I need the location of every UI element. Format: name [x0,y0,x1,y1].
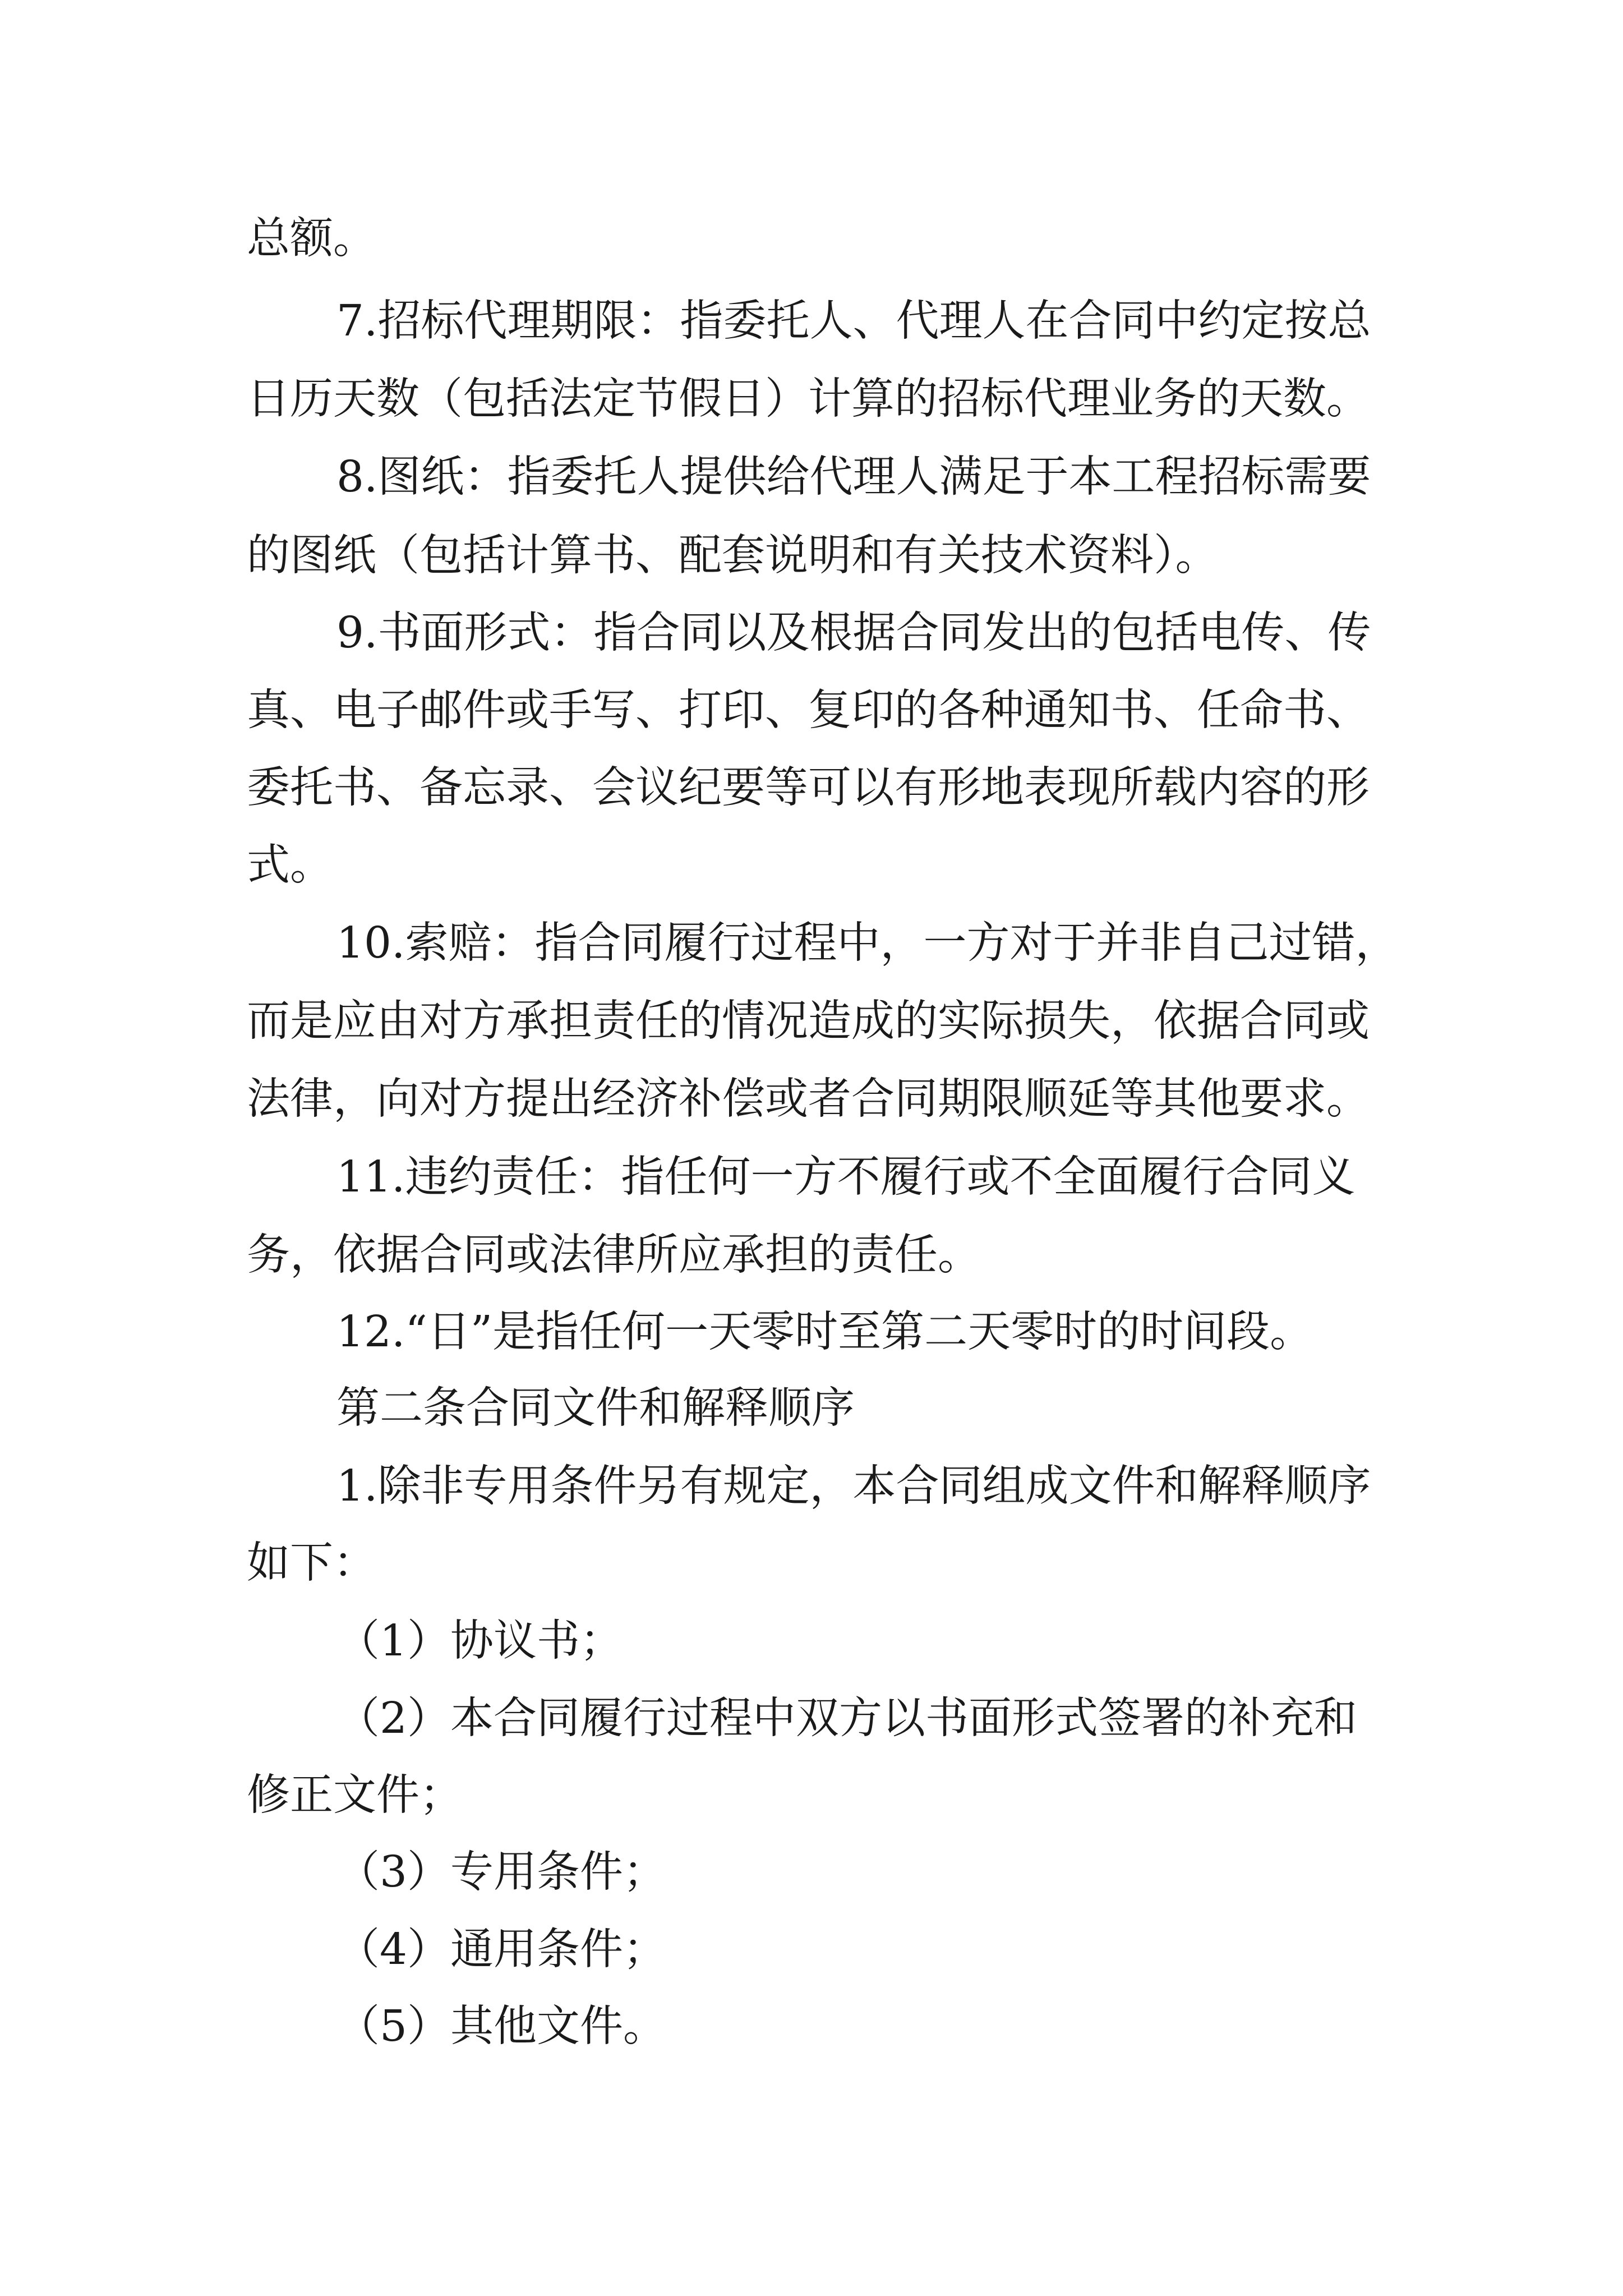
text-line: 法律，向对方提出经济补偿或者合同期限顺延等其他要求。 [247,1074,1370,1124]
text-line: 总额。 [247,214,376,264]
list-item: （5）其他文件。 [336,2001,666,2051]
section-heading: 第二条合同文件和解释顺序 [336,1383,855,1433]
text-line: 日历天数（包括法定节假日）计算的招标代理业务的天数。 [247,374,1370,424]
text-line: 12.“日”是指任何一天零时至第二天零时的时间段。 [336,1307,1313,1357]
text-line: 9.书面形式：指合同以及根据合同发出的包括电传、传 [336,608,1371,658]
text-line: 务，依据合同或法律所应承担的责任。 [247,1230,981,1280]
text-line: 11.违约责任：指任何一方不履行或不全面履行合同义 [336,1152,1355,1202]
list-item: （1）协议书； [336,1616,623,1666]
list-item: （2）本合同履行过程中双方以书面形式签署的补充和 [336,1694,1357,1743]
text-line: 7.招标代理期限：指委托人、代理人在合同中约定按总 [336,296,1371,346]
text-line: 如下： [247,1538,376,1588]
list-item: （3）专用条件； [336,1847,666,1897]
text-line: 委托书、备忘录、会议纪要等可以有形地表现所载内容的形 [247,763,1370,813]
text-line: 8.图纸：指委托人提供给代理人满足于本工程招标需要 [336,452,1371,502]
text-line: 10.索赔：指合同履行过程中，一方对于并非自己过错， [336,918,1399,968]
text-line: 修正文件； [247,1770,463,1820]
list-item: （4）通用条件； [336,1925,666,1975]
text-line: 的图纸（包括计算书、配套说明和有关技术资料）。 [247,531,1219,581]
text-line: 真、电子邮件或手写、打印、复印的各种通知书、任命书、 [247,685,1370,735]
text-line: 式。 [247,840,333,890]
text-line: 1.除非专用条件另有规定，本合同组成文件和解释顺序 [336,1461,1371,1511]
text-line: 而是应由对方承担责任的情况造成的实际损失，依据合同或 [247,996,1370,1046]
